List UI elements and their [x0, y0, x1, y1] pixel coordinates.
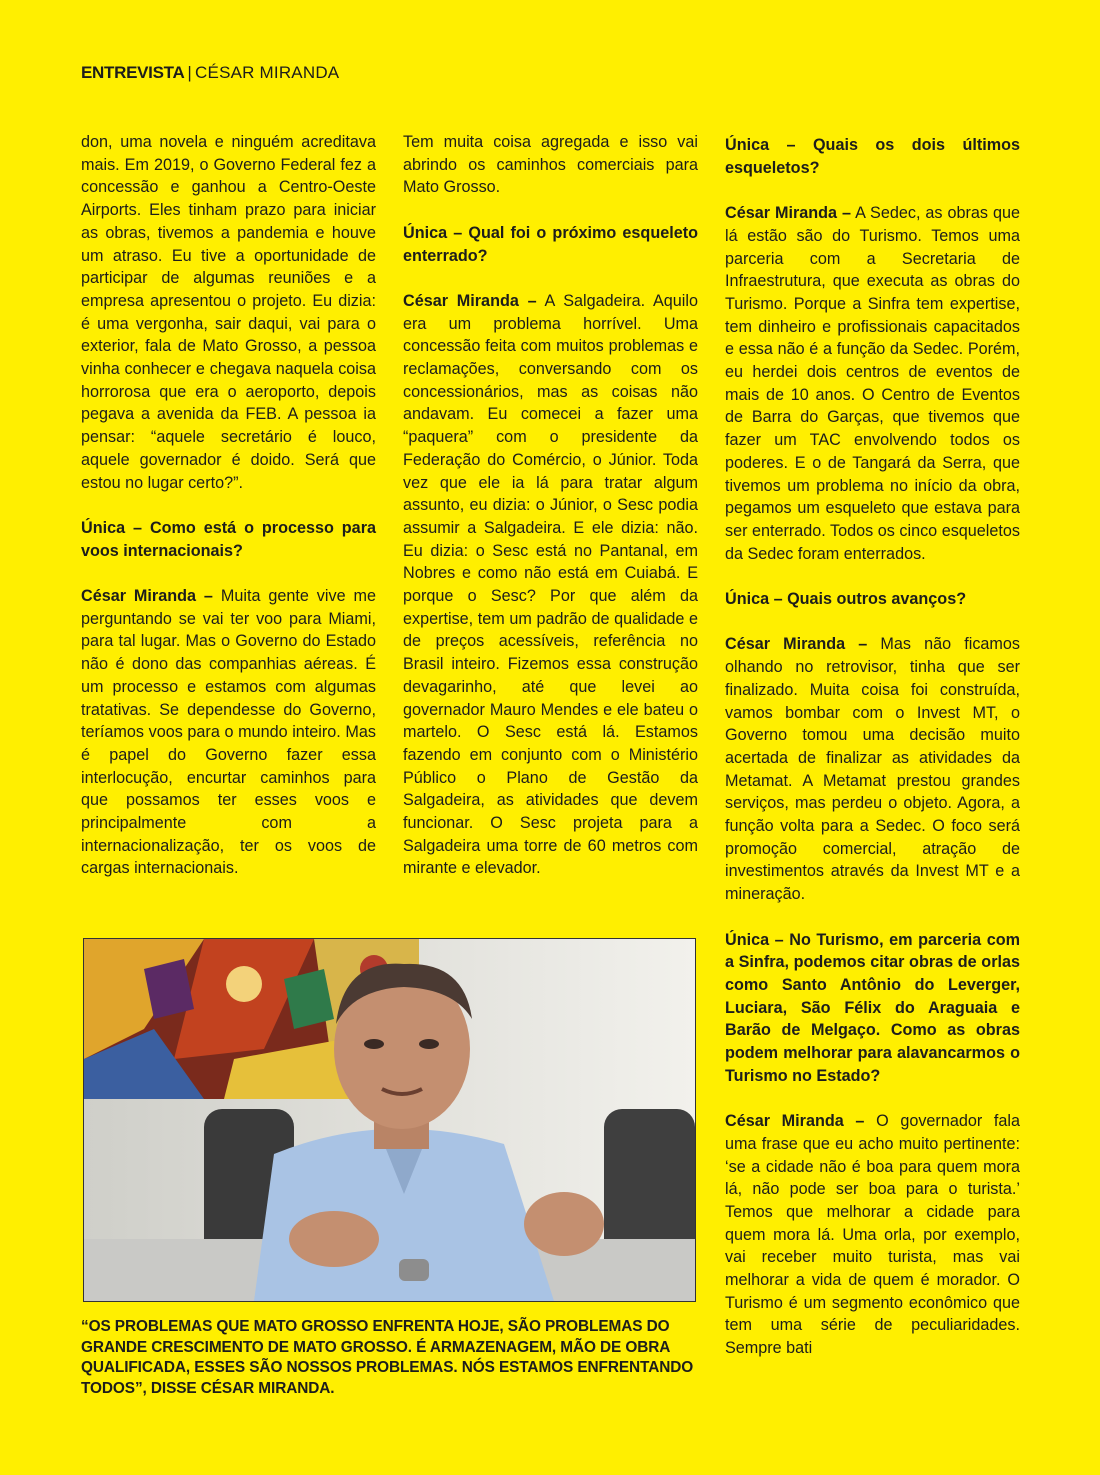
article-column-2	[403, 131, 698, 880]
answer-text: O governador fala uma frase que eu acho muito pertinente: ‘se a cidade não é boa para quem mora lá, não pode ser boa para o turista.’ Temos que melhorar a cidade para quem mora lá. Uma orla, por exemplo, vai receber muito turista, mas vai melhorar a vida de quem é morador. O Turismo é um segmento econômico que tem uma série de peculiaridades. Sempre bati	[725, 1112, 1020, 1358]
article-column-3	[725, 134, 1020, 1360]
answer-text: A Salgadeira. Aquilo era um problema horrível. Uma concessão feita com muitos problemas e reclamações, conversando com os concessionários, mas as coisas não andavam. Eu comecei a fazer uma “paquera” com o presidente da Federação do Comércio, o Júnior. Toda vez que ele ia lá para tratar algum assunto, eu dizia: o Júnior, o Sesc podia assumir a Salgadeira. E ele dizia: não. Eu dizia: o Sesc está no Pantanal, em Nobres e como não está em Cuiabá. E porque o Sesc? Por que além da expertise, tem um padrão de qualidade e de preços acessíveis, referência no Brasil inteiro. Fizemos essa construção devagarinho, até que levei ao governador Mauro Mendes e ele bateu o martelo. O Sesc está lá. Estamos fazendo em conjunto com o Ministério Público o Plano de Gestão da Salgadeira, as atividades que devem funcionar. O Sesc projeta para a Salgadeira uma torre de 60 metros com mirante e elevador.	[403, 291, 698, 878]
interview-question: Única – Qual foi o próximo esqueleto enterrado?	[403, 223, 698, 265]
answer-text: Mas não ficamos olhando no retrovisor, tinha que ser finalizado. Muita coisa foi construída, vamos bombar com o Invest MT, o Governo tomou uma decisão muito acertada de finalizar as atividades da Metamat. A Metamat prestou grandes serviços, mas perdeu o objeto. Agora, a função volta para a Sedec. O foco será promoção comercial, atração de investimentos através da Invest MT e a mineração.	[725, 635, 1021, 904]
interview-question: Única – Quais outros avanços?	[725, 590, 967, 609]
interview-answer	[725, 633, 1020, 905]
speaker-label: César Miranda –	[725, 635, 868, 654]
interview-answer	[725, 1110, 1020, 1360]
interview-photo	[83, 938, 696, 1302]
interview-question: Única – Como está o processo para voos internacionais?	[81, 518, 376, 560]
answer-text: Muita gente vive me perguntando se vai ter voo para Miami, para tal lugar. Mas o Governo do Estado não é dono das companhias aéreas. É um processo e estamos com algumas tratativas. Se dependesse do Governo, teríamos voos para o mundo inteiro. Mas é papel do Governo fazer essa interlocução, encurtar caminhos para que possamos ter esses voos e principalmente com a internacionalização, ter os voos de cargas internacionais.	[81, 587, 377, 878]
page-header	[81, 62, 339, 84]
section-kicker: ENTREVISTA	[81, 63, 185, 82]
article-column-1	[81, 131, 376, 880]
speaker-label: César Miranda –	[81, 587, 213, 606]
interview-answer	[81, 585, 376, 880]
interview-question: Única – No Turismo, em parceria com a Sinfra, podemos citar obras de orlas como Santo Antônio do Leverger, Luciara, São Félix do Araguaia e Barão de Melgaço. Como as obras podem melhorar para alavancarmos o Turismo no Estado?	[725, 930, 1020, 1085]
speaker-label: César Miranda –	[725, 204, 852, 223]
man-speaking-photo-icon	[84, 939, 695, 1301]
speaker-label: César Miranda –	[725, 1112, 865, 1131]
header-separator: |	[187, 63, 193, 82]
body-paragraph: Tem muita coisa agregada e isso vai abrindo os caminhos comerciais para Mato Grosso.	[403, 133, 698, 197]
interview-question: Única – Quais os dois últimos esqueletos?	[725, 136, 1020, 177]
speaker-label: César Miranda –	[403, 291, 537, 310]
interviewee-name: CÉSAR MIRANDA	[195, 63, 340, 82]
answer-text: A Sedec, as obras que lá estão são do Turismo. Temos uma parceria com a Secretaria de Infraestrutura, que executa as obras do Turismo. Porque a Sinfra tem expertise, tem dinheiro e profissionais capacitados e essa não é a função da Sedec. Porém, eu herdei dois centros de eventos de mais de 10 anos. O Centro de Eventos de Barra do Garças, que tivemos que fazer um TAC envolvendo todos os poderes. E o de Tangará da Serra, que tivemos um problema no início da obra, pegamos um esqueleto que estava para ser enterrado. Todos os cinco esqueletos da Sedec foram enterrados.	[725, 204, 1021, 563]
interview-answer	[403, 290, 698, 880]
photo-caption: “OS PROBLEMAS QUE MATO GROSSO ENFRENTA HOJE, SÃO PROBLEMAS DO GRANDE CRESCIMENTO DE MATO GROSSO. É ARMAZENAGEM, MÃO DE OBRA QUALIFICADA, ESSES SÃO NOSSOS PROBLEMAS. NÓS ESTAMOS ENFRENTANDO TODOS”, DISSE CÉSAR MIRANDA.	[81, 1318, 694, 1397]
interview-answer	[725, 202, 1020, 565]
body-paragraph: don, uma novela e ninguém acreditava mais. Em 2019, o Governo Federal fez a concessão e ganhou a Centro-Oeste Airports. Eles tinham prazo para iniciar as obras, tivemos a pandemia e houve um atraso. Eu tive a oportunidade de participar de algumas reuniões e a empresa apresentou o projeto. Eu dizia: é uma vergonha, sair daqui, vai para o exterior, fala de Mato Grosso, a pessoa vinha conhecer e chegava naquela coisa horrorosa que era o aeroporto, depois pegava a avenida da FEB. A pessoa ia pensar: “aquele secretário é louco, aquele governador é doido. Será que estou no lugar certo?”.	[81, 133, 376, 492]
